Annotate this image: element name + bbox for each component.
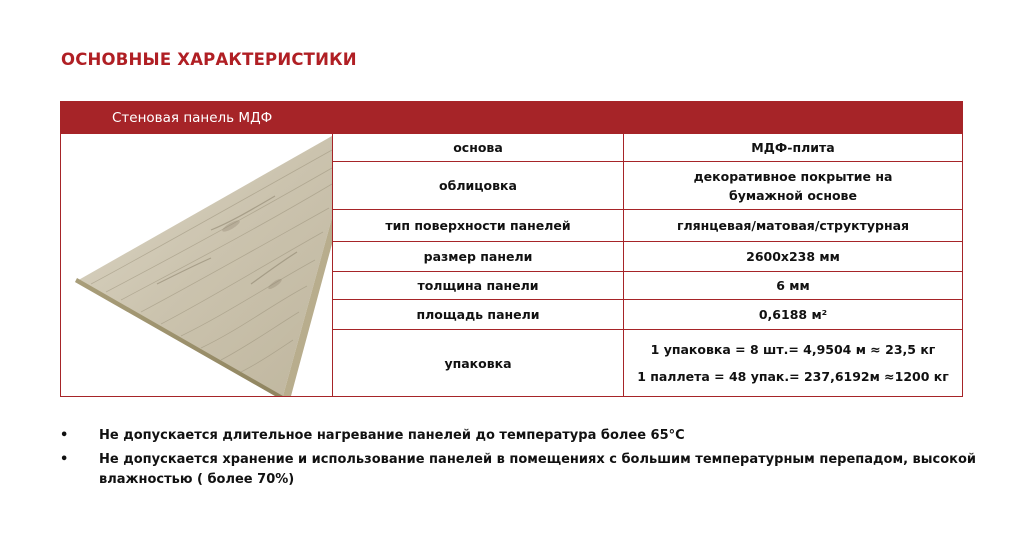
note-text: Не допускается хранение и использование панелей в помещениях с большим температурным перепадом, высокой влажностью ( более 70%) xyxy=(99,452,977,487)
table-body xyxy=(61,134,962,396)
page-title: ОСНОВНЫЕ ХАРАКТЕРИСТИКИ xyxy=(61,50,357,69)
row-label: площадь панели xyxy=(333,300,624,329)
table-row xyxy=(333,272,962,300)
bullet-icon: • xyxy=(60,452,69,467)
row-label: упаковка xyxy=(333,330,624,396)
list-item xyxy=(60,426,980,446)
row-value: 0,6188 м² xyxy=(758,307,828,322)
row-value: МДФ-плита xyxy=(751,140,835,155)
table-row xyxy=(333,242,962,272)
row-label: размер панели xyxy=(333,242,624,271)
list-item xyxy=(60,450,980,490)
row-value: 2600х238 мм xyxy=(746,249,840,264)
wall-panel-image xyxy=(61,134,332,396)
row-value xyxy=(624,330,962,396)
table-row xyxy=(333,300,962,330)
spec-rows xyxy=(333,134,962,396)
row-value: декоративное покрытие на бумажной основе xyxy=(693,168,893,203)
table-row xyxy=(333,162,962,210)
row-label: основа xyxy=(333,134,624,161)
row-label: облицовка xyxy=(333,162,624,209)
notes-list xyxy=(60,426,980,494)
spec-table xyxy=(60,101,963,397)
product-image-cell xyxy=(61,134,333,396)
note-text: Не допускается длительное нагревание панелей до температура более 65°С xyxy=(99,428,685,443)
row-label: тип поверхности панелей xyxy=(333,210,624,241)
table-header: Стеновая панель МДФ xyxy=(61,102,962,134)
bullet-icon: • xyxy=(60,428,69,443)
row-value: глянцевая/матовая/структурная xyxy=(676,218,910,233)
table-row xyxy=(333,330,962,396)
pallet-line: 1 паллета = 48 упак.= 237,6192м ≈1200 кг xyxy=(637,369,949,384)
packing-line: 1 упаковка = 8 шт.= 4,9504 м ≈ 23,5 кг xyxy=(650,342,936,357)
row-label: толщина панели xyxy=(333,272,624,299)
row-value: 6 мм xyxy=(776,278,810,293)
table-row xyxy=(333,210,962,242)
table-row xyxy=(333,134,962,162)
